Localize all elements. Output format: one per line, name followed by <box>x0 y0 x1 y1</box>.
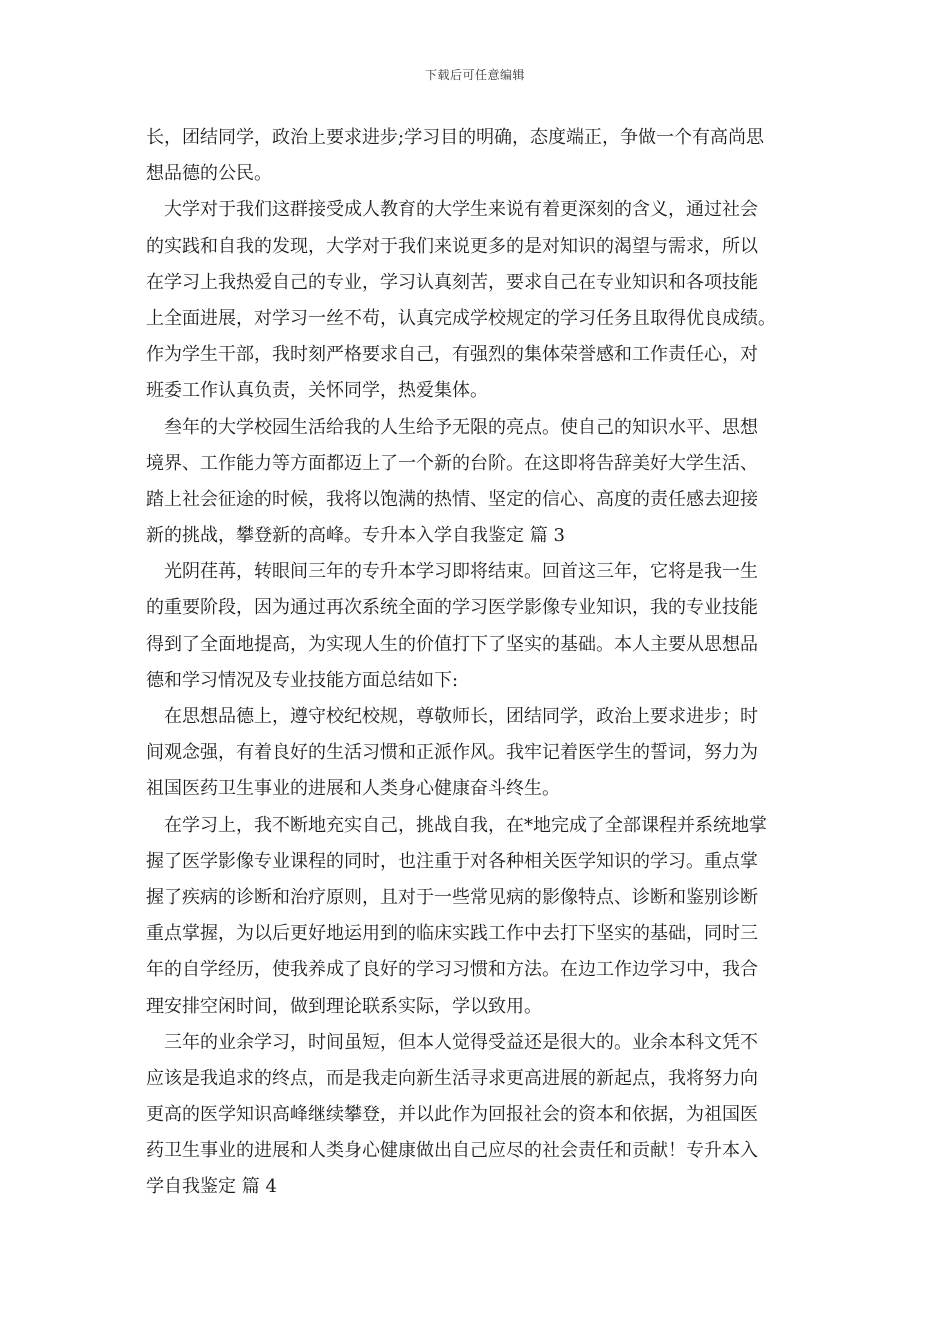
text-line: 长，团结同学，政治上要求进步;学习目的明确，态度端正，争做一个有高尚思 <box>146 127 765 148</box>
text-line: 班委工作认真负责，关怀同学，热爱集体。 <box>146 380 488 402</box>
document-body <box>146 120 810 1206</box>
text-line: 的实践和自我的发现，大学对于我们来说更多的是对知识的渴望与需求，所以 <box>146 235 758 257</box>
text-line: 握了疾病的诊断和治疗原则，且对于一些常见病的影像特点、诊断和鉴别诊断 <box>146 886 758 908</box>
text-line: 握了医学影像专业课程的同时，也注重于对各种相关医学知识的学习。重点掌 <box>146 850 758 872</box>
text-line: 理安排空闲时间，做到理论联系实际，学以致用。 <box>146 995 542 1017</box>
text-line: 踏上社会征途的时候，我将以饱满的热情、坚定的信心、高度的责任感去迎接 <box>146 488 758 510</box>
text-line: 想品德的公民。 <box>146 163 272 185</box>
text-line: 应该是我追求的终点，而是我走向新生活寻求更高进展的新起点，我将努力向 <box>146 1067 758 1089</box>
text-line: 在学习上我热爱自己的专业，学习认真刻苦，要求自己在专业知识和各项技能 <box>146 271 758 293</box>
text-line: 光阴荏苒，转眼间三年的专升本学习即将结束。回首这三年，它将是我一生 <box>164 561 758 583</box>
text-line: 新的挑战，攀登新的高峰。专升本入学自我鉴定 篇 3 <box>146 525 565 547</box>
text-line: 的重要阶段，因为通过再次系统全面的学习医学影像专业知识，我的专业技能 <box>146 597 758 619</box>
text-line: 更高的医学知识高峰继续攀登，并以此作为回报社会的资本和依据，为祖国医 <box>146 1104 758 1126</box>
text-line: 叁年的大学校园生活给我的人生给予无限的亮点。使自己的知识水平、思想 <box>164 416 758 438</box>
text-line: 重点掌握，为以后更好地运用到的临床实践工作中去打下坚实的基础，同时三 <box>146 923 758 945</box>
text-line: 学自我鉴定 篇 4 <box>146 1176 277 1198</box>
text-line: 药卫生事业的进展和人类身心健康做出自己应尽的社会责任和贡献！专升本入 <box>146 1140 758 1162</box>
text-line: 大学对于我们这群接受成人教育的大学生来说有着更深刻的含义，通过社会 <box>164 199 758 221</box>
text-line: 在学习上，我不断地充实自己，挑战自我，在*地完成了全部课程并系统地掌 <box>164 814 767 836</box>
text-line: 祖国医药卫生事业的进展和人类身心健康奋斗终生。 <box>146 778 560 800</box>
text-line: 间观念强，有着良好的生活习惯和正派作风。我牢记着医学生的誓词，努力为 <box>146 742 758 764</box>
text-line: 德和学习情况及专业技能方面总结如下: <box>146 669 459 691</box>
text-line: 上全面进展，对学习一丝不苟，认真完成学校规定的学习任务且取得优良成绩。 <box>146 307 776 329</box>
text-line: 三年的业余学习，时间虽短，但本人觉得受益还是很大的。业余本科文凭不 <box>164 1031 758 1053</box>
page-header: 下载后可任意编辑 <box>424 68 525 82</box>
text-line: 年的自学经历，使我养成了良好的学习习惯和方法。在边工作边学习中，我合 <box>146 959 758 981</box>
text-line: 得到了全面地提高，为实现人生的价值打下了坚实的基础。本人主要从思想品 <box>146 633 758 655</box>
text-line: 在思想品德上，遵守校纪校规，尊敬师长，团结同学，政治上要求进步；时 <box>164 706 758 727</box>
text-line: 境界、工作能力等方面都迈上了一个新的台阶。在这即将告辞美好大学生活、 <box>146 452 758 474</box>
text-line: 作为学生干部，我时刻严格要求自己，有强烈的集体荣誉感和工作责任心，对 <box>146 344 758 366</box>
